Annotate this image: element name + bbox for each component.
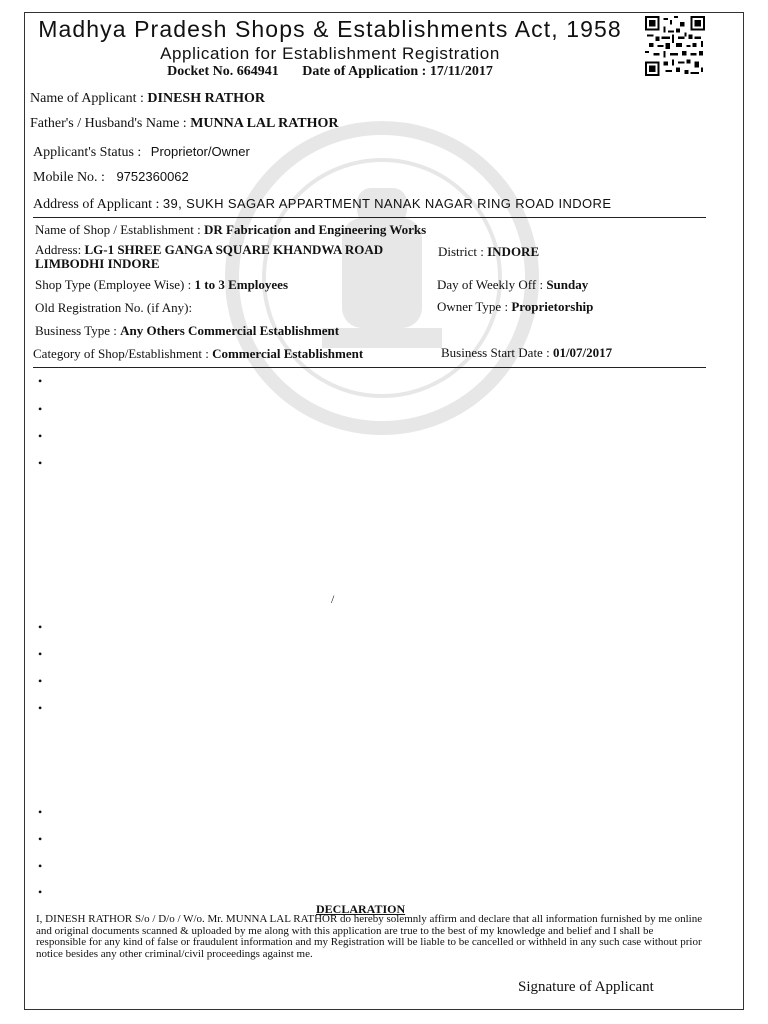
- district-label: District :: [438, 244, 484, 259]
- mobile-label: Mobile No. :: [33, 170, 105, 185]
- shop-address-line1: LG-1 SHREE GANGA SQUARE KHANDWA ROAD: [84, 242, 384, 257]
- shop-name-label: Name of Shop / Establishment :: [35, 222, 201, 237]
- signature-label: Signature of Applicant: [518, 979, 654, 995]
- list-bullet: •: [38, 647, 43, 661]
- applicant-name-label: Name of Applicant :: [30, 91, 144, 106]
- owner-type-label: Owner Type :: [437, 299, 509, 314]
- applicant-address-label: Address of Applicant :: [33, 197, 160, 212]
- district-value: INDORE: [487, 244, 540, 259]
- applicant-address-row: [33, 196, 611, 213]
- start-date-label: Business Start Date :: [441, 345, 550, 360]
- shop-name-row: [35, 222, 426, 238]
- qr-code-icon: [638, 16, 712, 76]
- list-bullet: •: [38, 805, 43, 819]
- shop-name-value: DR Fabrication and Engineering Works: [203, 222, 427, 237]
- list-bullet: •: [38, 456, 43, 470]
- list-bullet: •: [38, 374, 43, 388]
- business-type-row: [35, 323, 339, 339]
- list-bullet: •: [38, 701, 43, 715]
- divider-bottom: [33, 367, 706, 368]
- business-type-value: Any Others Commercial Establishment: [120, 323, 340, 338]
- mobile-value: 9752360062: [116, 169, 189, 184]
- shop-type-row: [35, 277, 288, 293]
- list-bullet: •: [38, 885, 43, 899]
- applicant-status-row: [33, 144, 250, 161]
- category-row: [33, 346, 363, 362]
- weekly-off-value: Sunday: [546, 277, 589, 292]
- district-row: [438, 244, 539, 260]
- shop-type-value: 1 to 3 Employees: [194, 277, 289, 292]
- business-type-label: Business Type :: [35, 323, 117, 338]
- application-date: Date of Application : 17/11/2017: [302, 64, 493, 79]
- father-name-label: Father's / Husband's Name :: [30, 116, 187, 131]
- category-value: Commercial Establishment: [212, 346, 364, 361]
- divider-top: [33, 217, 706, 218]
- document-subtitle: Application for Establishment Registration: [160, 44, 500, 63]
- list-bullet: •: [38, 620, 43, 634]
- stray-mark: /: [331, 592, 335, 606]
- owner-type-row: [437, 299, 593, 315]
- declaration-text: I, DINESH RATHOR S/o / D/o / W/o. Mr. MUNNA LAL RATHOR do hereby solemnly affirm and declare that all information furnished by me online and original documents scanned & uploaded by me along with this application are true to the best of my knowledge and belief and I shall be responsible for any kind of false or fraudulent information and my Registration will be liable to be cancelled or withheld in any such case without prior notice besides any other criminal/civil proceedings against me.: [36, 913, 703, 960]
- shop-type-label: Shop Type (Employee Wise) :: [35, 277, 192, 292]
- mobile-row: [33, 169, 189, 186]
- declaration-title: DECLARATION: [316, 902, 406, 916]
- applicant-address-value: 39, SUKH SAGAR APPARTMENT NANAK NAGAR RING ROAD INDORE: [162, 196, 612, 211]
- father-name-value: MUNNA LAL RATHOR: [190, 116, 339, 131]
- document-title: Madhya Pradesh Shops & Establishments Act, 1958: [38, 16, 622, 42]
- list-bullet: •: [38, 674, 43, 688]
- owner-type-value: Proprietorship: [511, 299, 594, 314]
- weekly-off-row: [437, 277, 588, 293]
- category-label: Category of Shop/Establishment :: [33, 346, 209, 361]
- shop-address-block: [35, 243, 383, 271]
- applicant-status-label: Applicant's Status :: [33, 145, 142, 160]
- list-bullet: •: [38, 859, 43, 873]
- applicant-status-value: Proprietor/Owner: [150, 144, 250, 159]
- applicant-name-row: [30, 91, 265, 107]
- list-bullet: •: [38, 402, 43, 416]
- father-name-row: [30, 116, 339, 132]
- docket-number: Docket No. 664941: [167, 64, 279, 79]
- applicant-name-value: DINESH RATHOR: [147, 91, 266, 106]
- list-bullet: •: [38, 832, 43, 846]
- shop-address-label: Address:: [35, 242, 82, 257]
- weekly-off-label: Day of Weekly Off :: [437, 277, 544, 292]
- list-bullet: •: [38, 429, 43, 443]
- start-date-row: [441, 345, 612, 361]
- old-registration-label: Old Registration No. (if Any):: [35, 300, 193, 315]
- old-registration-row: [35, 300, 192, 316]
- shop-address-line2: LIMBODHI INDORE: [35, 256, 160, 271]
- start-date-value: 01/07/2017: [552, 345, 613, 360]
- docket-line: [0, 64, 660, 80]
